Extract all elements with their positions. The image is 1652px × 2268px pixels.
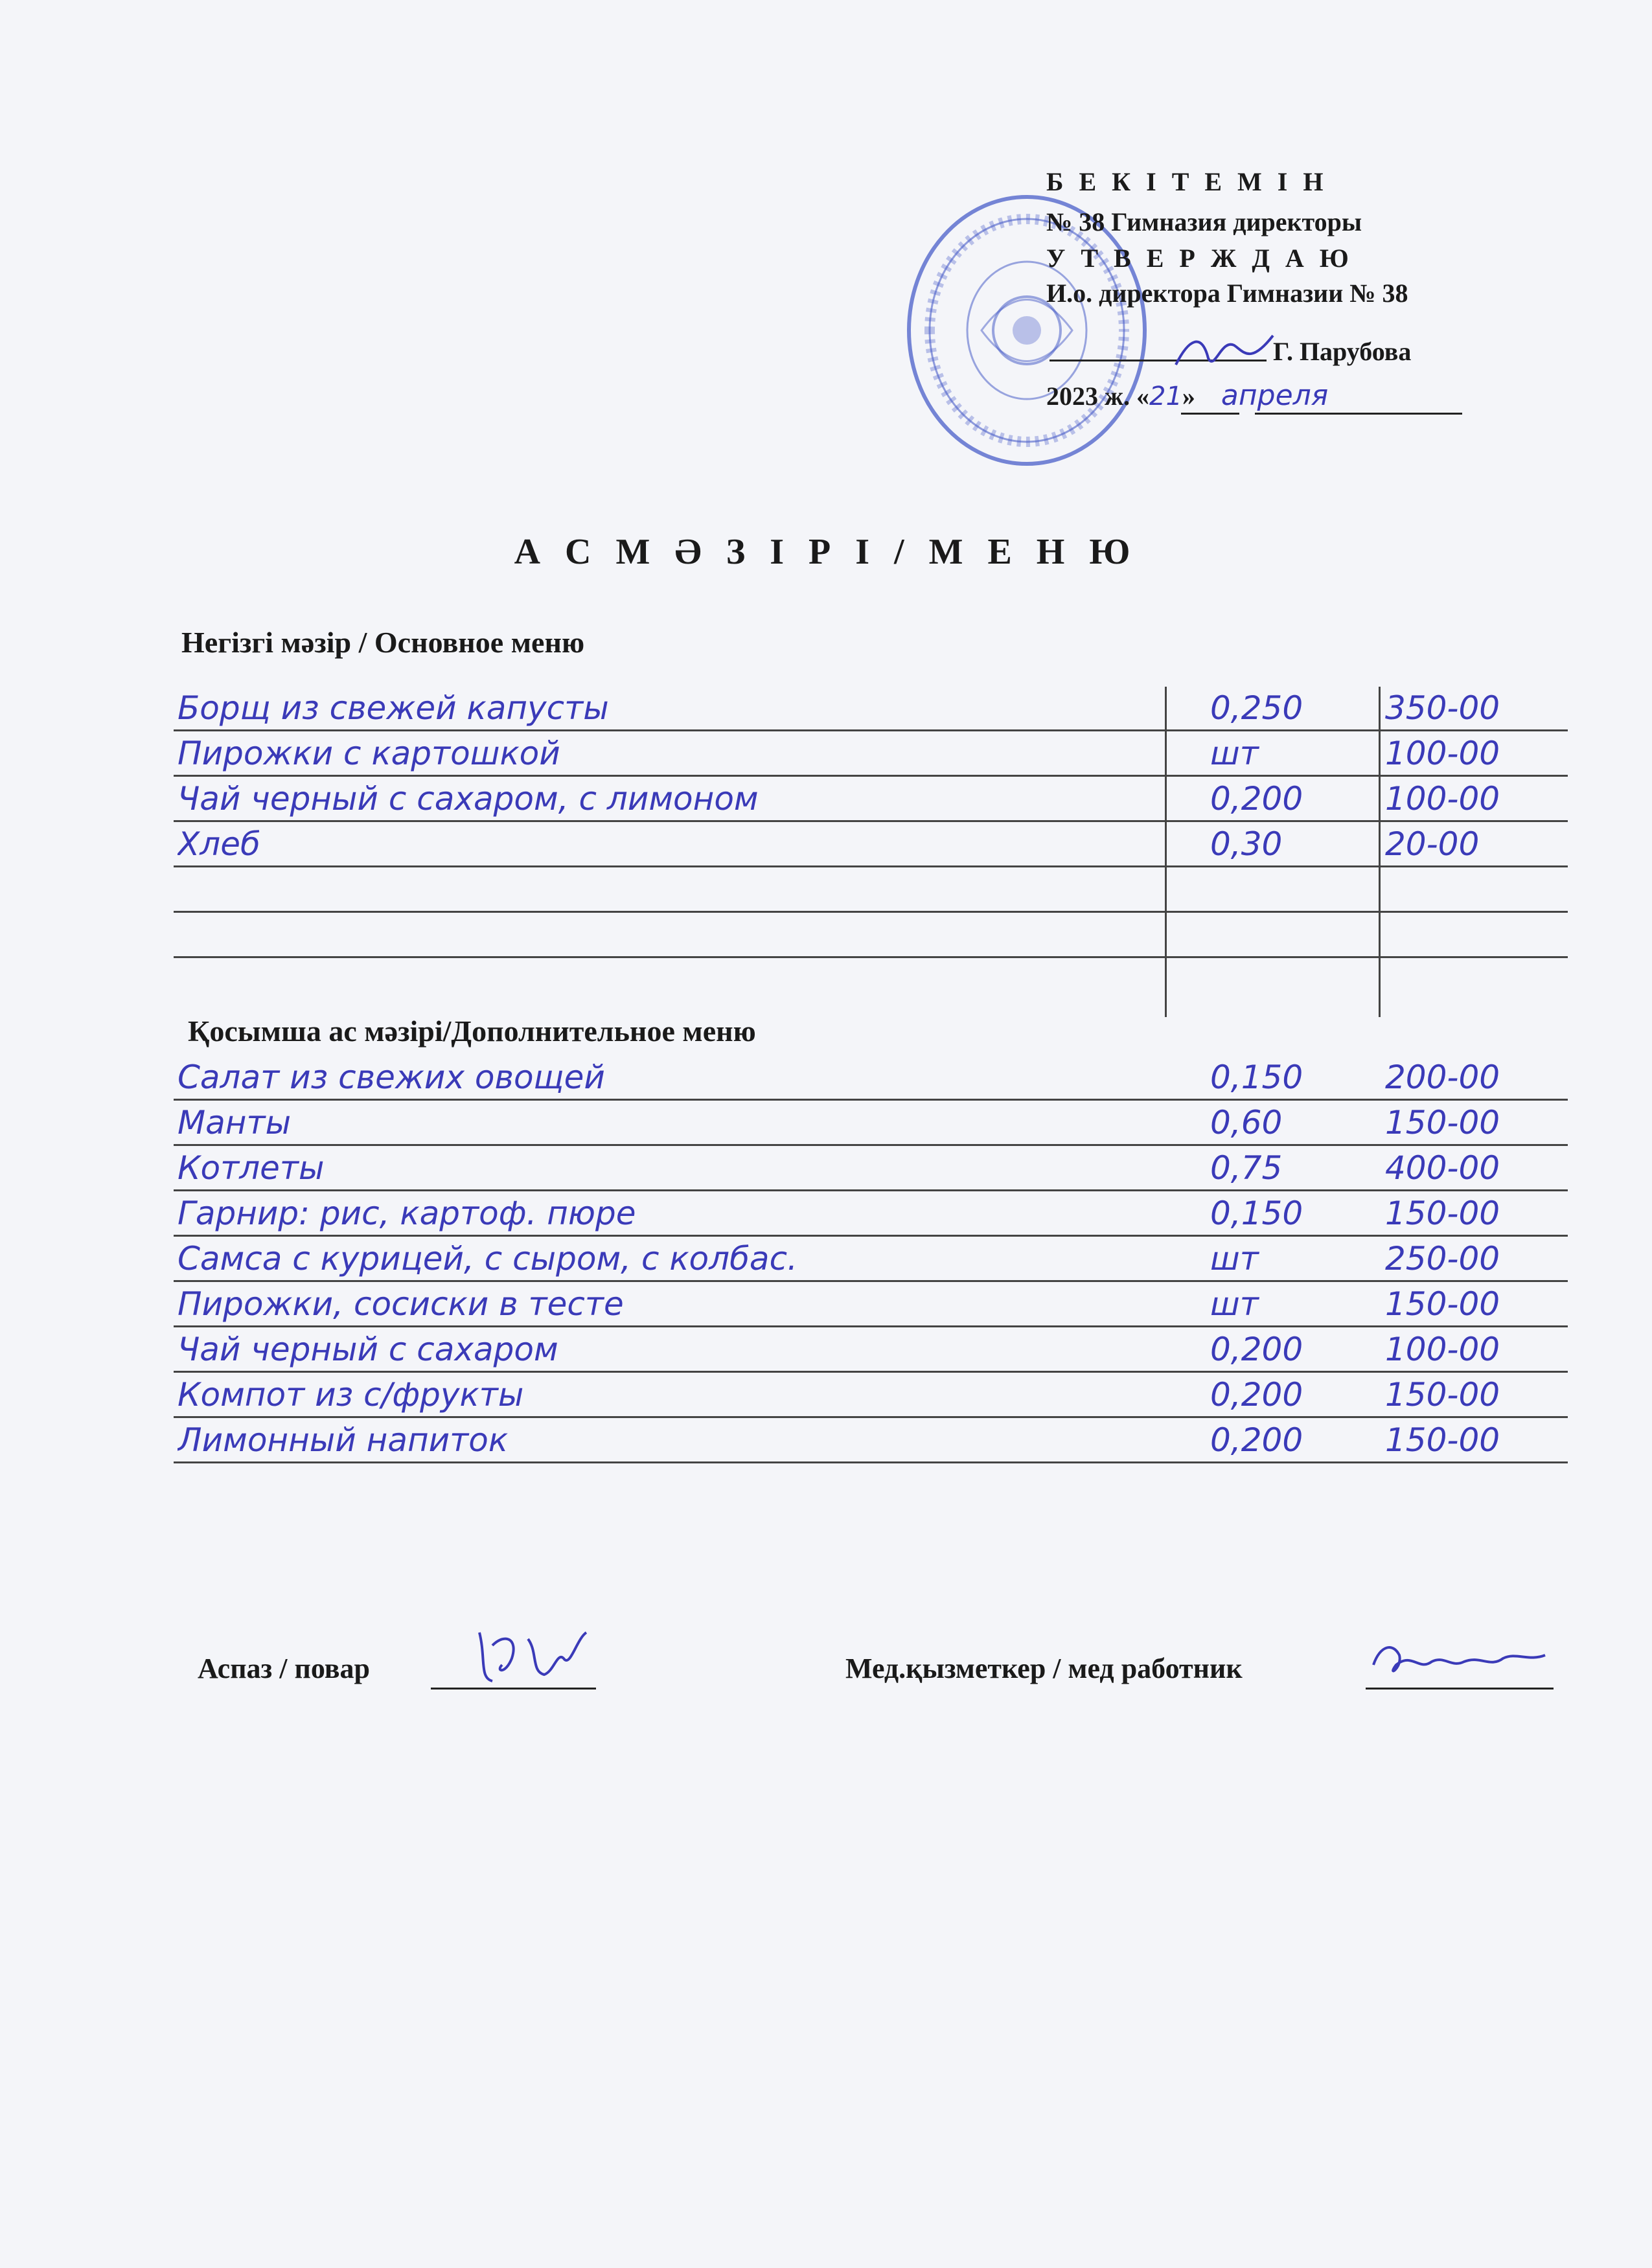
page-title: А С М Ә З І Р І / М Е Н Ю xyxy=(514,532,1138,572)
dish-name: Лимонный напиток xyxy=(178,1421,509,1459)
medic-signature xyxy=(1367,1639,1548,1684)
extra-menu-heading: Қосымша ас мәзірі/Дополнительное меню xyxy=(188,1014,756,1048)
portion-qty: 0,200 xyxy=(1210,1421,1303,1459)
extra-menu-row xyxy=(174,1192,1568,1237)
dish-name: Салат из свежих овощей xyxy=(178,1059,605,1096)
dish-price: 20-00 xyxy=(1385,825,1480,863)
portion-qty: 0,30 xyxy=(1210,825,1283,863)
dish-price: 100-00 xyxy=(1385,780,1500,818)
approval-kz-heading: Б Е К І Т Е М І Н xyxy=(1046,167,1328,196)
approval-ru-position: И.о. директора Гимназии № 38 xyxy=(1046,279,1408,308)
dish-name: Манты xyxy=(178,1104,292,1141)
portion-qty: 0,200 xyxy=(1210,780,1303,818)
portion-qty: шт xyxy=(1210,1285,1259,1323)
main-menu-row xyxy=(174,732,1568,777)
dish-name: Хлеб xyxy=(178,825,260,863)
dish-price: 200-00 xyxy=(1385,1059,1500,1096)
cook-signature-block xyxy=(198,1652,370,1685)
dish-price: 100-00 xyxy=(1385,735,1500,772)
main-menu-row xyxy=(174,823,1568,867)
extra-menu-row xyxy=(174,1056,1568,1101)
approval-kz-position: № 38 Гимназия директоры xyxy=(1046,207,1362,236)
main-menu-row xyxy=(174,777,1568,822)
extra-menu-row xyxy=(174,1237,1568,1282)
medic-signature-block xyxy=(845,1652,1243,1685)
date-suffix: » xyxy=(1182,382,1195,411)
main-menu-row xyxy=(174,913,1568,958)
dish-name: Гарнир: рис, картоф. пюре xyxy=(178,1195,636,1232)
dish-price: 350-00 xyxy=(1385,689,1500,727)
director-signature xyxy=(1169,326,1279,378)
portion-qty: 0,75 xyxy=(1210,1149,1283,1187)
dish-price: 250-00 xyxy=(1385,1240,1500,1277)
extra-menu-row xyxy=(174,1147,1568,1191)
extra-menu-row xyxy=(174,1373,1568,1418)
dish-name: Чай черный с сахаром, с лимоном xyxy=(178,780,759,818)
date-prefix: 2023 ж. « xyxy=(1046,382,1150,411)
portion-qty: 0,150 xyxy=(1210,1059,1303,1096)
date-month-line xyxy=(1255,413,1462,415)
date-month: апреля xyxy=(1221,379,1329,412)
medic-label: Мед.қызметкер / мед работник xyxy=(845,1653,1243,1684)
dish-price: 150-00 xyxy=(1385,1376,1500,1414)
dish-price: 150-00 xyxy=(1385,1104,1500,1141)
approval-ru-heading: У Т В Е Р Ж Д А Ю xyxy=(1046,244,1353,273)
portion-qty: 0,250 xyxy=(1210,689,1303,727)
cook-label: Аспаз / повар xyxy=(198,1653,370,1684)
portion-qty: шт xyxy=(1210,735,1259,772)
main-menu-row xyxy=(174,868,1568,913)
extra-menu-row xyxy=(174,1283,1568,1327)
portion-qty: шт xyxy=(1210,1240,1259,1277)
extra-menu-row xyxy=(174,1101,1568,1146)
medic-signature-line xyxy=(1366,1688,1554,1690)
portion-qty: 0,60 xyxy=(1210,1104,1283,1141)
date-day-line xyxy=(1181,413,1239,415)
dish-name: Компот из с/фрукты xyxy=(178,1376,524,1414)
main-menu-table xyxy=(174,687,1568,959)
extra-menu-row xyxy=(174,1419,1568,1463)
main-menu-row xyxy=(174,687,1568,731)
portion-qty: 0,150 xyxy=(1210,1195,1303,1232)
dish-name: Самса с курицей, с сыром, с колбас. xyxy=(178,1240,797,1277)
portion-qty: 0,200 xyxy=(1210,1331,1303,1368)
dish-name: Чай черный с сахаром xyxy=(178,1331,558,1368)
dish-name: Котлеты xyxy=(178,1149,325,1187)
dish-name: Пирожки с картошкой xyxy=(178,735,560,772)
date-day: 21 xyxy=(1149,382,1182,411)
dish-price: 150-00 xyxy=(1385,1285,1500,1323)
portion-qty: 0,200 xyxy=(1210,1376,1303,1414)
dish-name: Пирожки, сосиски в тесте xyxy=(178,1285,624,1323)
main-menu-heading: Негізгі мәзір / Основное меню xyxy=(181,626,585,659)
extra-menu-table xyxy=(174,1056,1568,1471)
dish-price: 150-00 xyxy=(1385,1421,1500,1459)
extra-menu-row xyxy=(174,1328,1568,1373)
dish-name: Борщ из свежей капусты xyxy=(178,689,609,727)
cook-signature xyxy=(466,1620,596,1691)
signer-name: Г. Парубова xyxy=(1273,337,1412,366)
dish-price: 100-00 xyxy=(1385,1331,1500,1368)
dish-price: 400-00 xyxy=(1385,1149,1500,1187)
dish-price: 150-00 xyxy=(1385,1195,1500,1232)
